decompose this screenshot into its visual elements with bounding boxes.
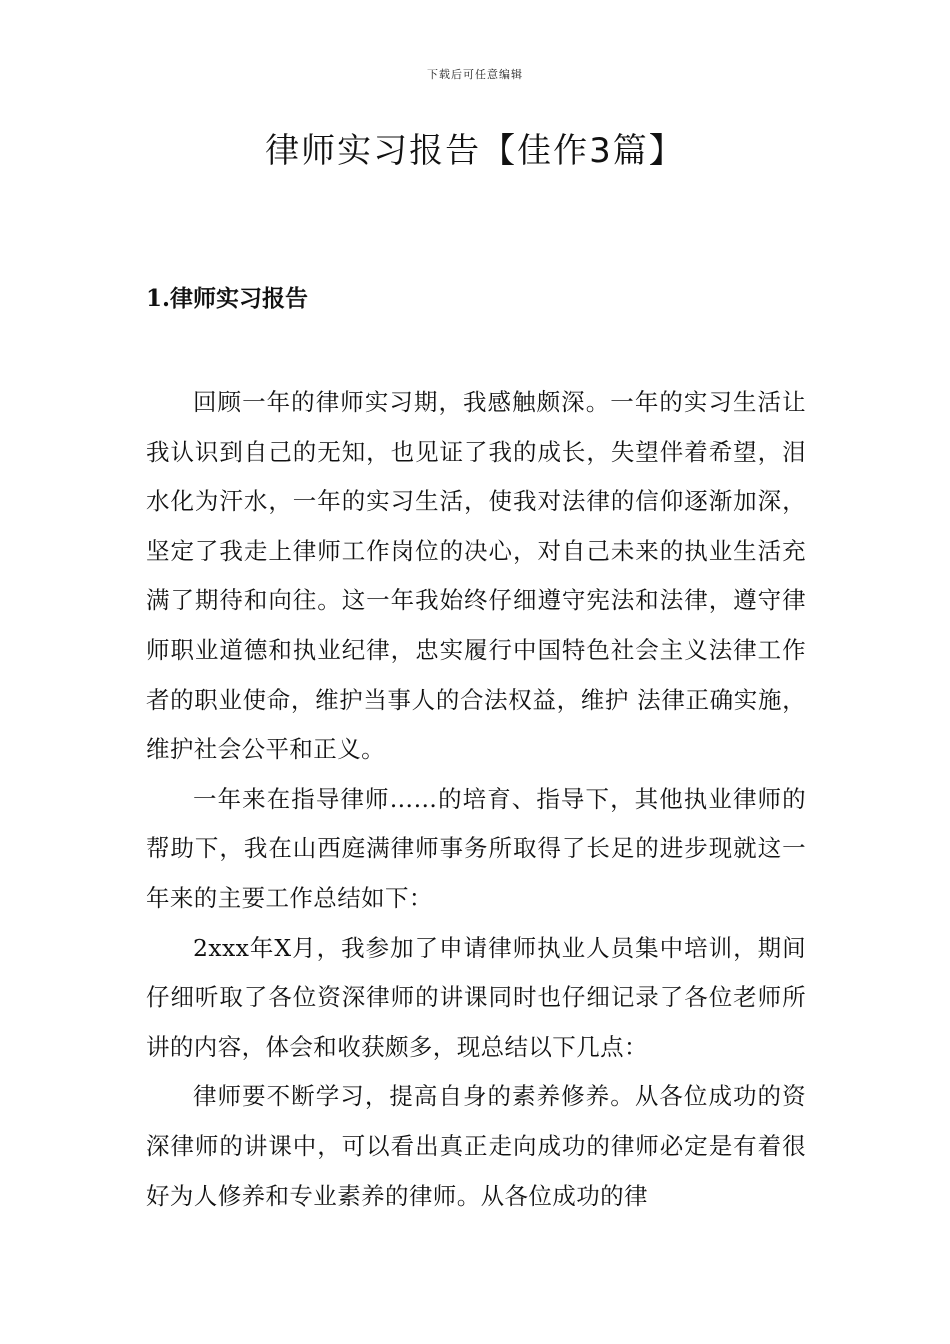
paragraph: 回顾一年的律师实习期，我感触颇深。一年的实习生活让我认识到自己的无知，也见证了我的成长，失望伴着希望，泪水化为汗水，一年的实习生活，使我对法律的信仰逐渐加深，坚定了我走上律师工作岗位的决心，对自己未来的执业生活充满了期待和向往。这一年我始终仔细遵守宪法和法律，遵守律师职业道德和执业纪律，忠实履行中国特色社会主义法律工作者的职业使命，维护当事人的合法权益，维护 法律正确实施，维护社会公平和正义。 bbox=[146, 388, 806, 764]
section-heading: 1.律师实习报告 bbox=[146, 285, 309, 312]
paragraph: 2xxx年X月，我参加了申请律师执业人员集中培训，期间仔细听取了各位资深律师的讲课同时也仔细记录了各位老师所讲的内容，体会和收获颇多，现总结以下几点： bbox=[146, 933, 806, 1061]
body-text bbox=[146, 378, 806, 1221]
paragraph: 律师要不断学习，提高自身的素养修养。从各位成功的资深律师的讲课中，可以看出真正走向成功的律师必定是有着很好为人修养和专业素养的律师。从各位成功的律 bbox=[146, 1082, 806, 1210]
header-note: 下载后可任意编辑 bbox=[427, 68, 523, 81]
paragraph: 一年来在指导律师……的培育、指导下，其他执业律师的帮助下，我在山西庭满律师事务所取得了长足的进步现就这一年来的主要工作总结如下： bbox=[146, 784, 806, 912]
document-title: 律师实习报告【佳作3篇】 bbox=[265, 131, 685, 171]
